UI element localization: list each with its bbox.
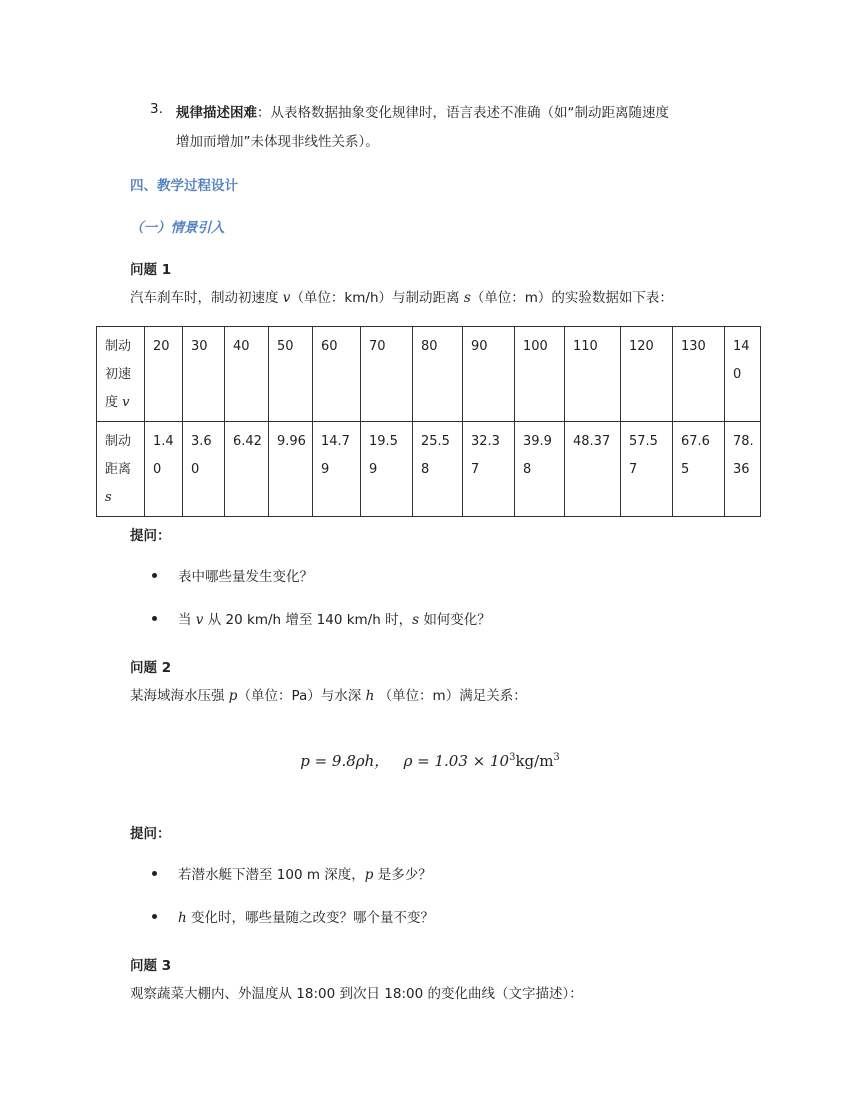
row-header-distance-var: s	[105, 490, 112, 505]
q2-b1-var: p	[364, 867, 374, 883]
bullet-icon	[152, 616, 157, 621]
item3-line1	[176, 101, 669, 121]
question-1-intro	[130, 286, 673, 306]
table-cell: 48.37	[565, 422, 621, 517]
formula-unit: kg/m	[515, 752, 554, 770]
q1-var-v: v	[282, 290, 291, 306]
table-cell: 9.96	[269, 422, 313, 517]
question-1-bullet-1: 表中哪些量发生变化？	[178, 569, 313, 585]
table-cell: 20	[145, 327, 183, 422]
table-cell: 19.59	[361, 422, 413, 517]
question-1-bullet-2	[178, 608, 491, 628]
table-cell: 57.57	[621, 422, 673, 517]
item3-text-line1: ：从表格数据抽象变化规律时，语言表述不准确（如“制动距离随速度	[257, 105, 669, 121]
pressure-formula	[0, 750, 860, 771]
table-cell: 78.36	[725, 422, 761, 517]
table-cell: 32.37	[463, 422, 515, 517]
q2-intro-pre: 某海域海水压强	[130, 688, 225, 704]
q2-b1-post: 是多少？	[377, 867, 432, 883]
table-cell: 60	[313, 327, 361, 422]
q1-b2-mid: 从 20 km/h 增至 140 km/h 时，	[207, 612, 413, 628]
question-2-bullet-2	[178, 906, 434, 926]
table-cell: 39.98	[515, 422, 565, 517]
subsection-heading-1: （一）情景引入	[130, 220, 225, 236]
item3-text-line2: 增加而增加”未体现非线性关系）。	[176, 134, 379, 150]
table-cell: 50	[269, 327, 313, 422]
table-cell: 70	[361, 327, 413, 422]
row-header-distance-label: 制动距离	[105, 434, 132, 477]
table-cell: 6.42	[225, 422, 269, 517]
row-header-distance	[97, 422, 145, 517]
q2-b1-pre: 若潜水艇下潜至 100 m 深度，	[178, 867, 365, 883]
q1-intro-pre: 汽车刹车时，制动初速度	[130, 290, 279, 306]
q1-var-s: s	[463, 290, 471, 306]
question-3-title: 问题 3	[130, 958, 172, 974]
question-2-ask-label: 提问：	[130, 826, 171, 842]
table-cell: 90	[463, 327, 515, 422]
table-cell: 67.65	[673, 422, 725, 517]
table-cell: 14.79	[313, 422, 361, 517]
section-heading-4: 四、教学过程设计	[130, 178, 238, 194]
question-1-ask-label: 提问：	[130, 528, 171, 544]
q1-intro-mid: （单位：km/h）与制动距离	[290, 290, 460, 306]
table-row-distance	[97, 422, 761, 517]
item3-bold-label: 规律描述困难	[176, 105, 257, 121]
q2-var-h: ℎ	[365, 688, 375, 704]
q2-intro-post: （单位：m）满足关系：	[378, 688, 527, 704]
braking-data-table	[96, 326, 761, 517]
question-2-bullet-1	[178, 863, 432, 883]
question-2-intro	[130, 684, 527, 704]
row-header-speed-label: 制动初速度	[105, 339, 132, 410]
table-cell: 40	[225, 327, 269, 422]
q2-intro-mid: （单位：Pa）与水深	[237, 688, 362, 704]
bullet-icon	[152, 573, 157, 578]
table-cell: 100	[515, 327, 565, 422]
question-3-intro: 观察蔬菜大棚内、外温度从 18:00 到次日 18:00 的变化曲线（文字描述）：	[130, 986, 583, 1002]
table-cell: 30	[183, 327, 225, 422]
q2-b2-post: 变化时，哪些量随之改变？哪个量不变？	[191, 910, 434, 926]
table-cell: 25.58	[413, 422, 463, 517]
question-1-title: 问题 1	[130, 262, 172, 278]
table-cell: 140	[725, 327, 761, 422]
table-cell: 110	[565, 327, 621, 422]
question-2-title: 问题 2	[130, 660, 172, 676]
q1-intro-post: （单位：m）的实验数据如下表：	[470, 290, 673, 306]
formula-exponent: 3	[509, 752, 516, 763]
q1-b2-var-s: s	[412, 612, 420, 628]
q1-b2-var-v: v	[195, 612, 204, 628]
table-cell: 120	[621, 327, 673, 422]
q1-b2-post: 如何变化？	[423, 612, 491, 628]
formula-left: p = 9.8ρℎ，	[300, 752, 390, 770]
formula-unit-exponent: 3	[553, 752, 560, 763]
list-number-3: 3.	[150, 101, 163, 117]
formula-right: ρ = 1.03 × 10	[403, 752, 510, 770]
row-header-speed	[97, 327, 145, 422]
table-cell: 80	[413, 327, 463, 422]
q1-b2-pre: 当	[178, 612, 192, 628]
bullet-icon	[152, 871, 157, 876]
q2-var-p: p	[228, 688, 238, 704]
q2-b2-var: ℎ	[178, 910, 187, 926]
bullet-icon	[152, 914, 157, 919]
table-cell: 1.40	[145, 422, 183, 517]
table-cell: 130	[673, 327, 725, 422]
table-cell: 3.60	[183, 422, 225, 517]
table-row-speed	[97, 327, 761, 422]
row-header-speed-var: v	[122, 395, 130, 410]
